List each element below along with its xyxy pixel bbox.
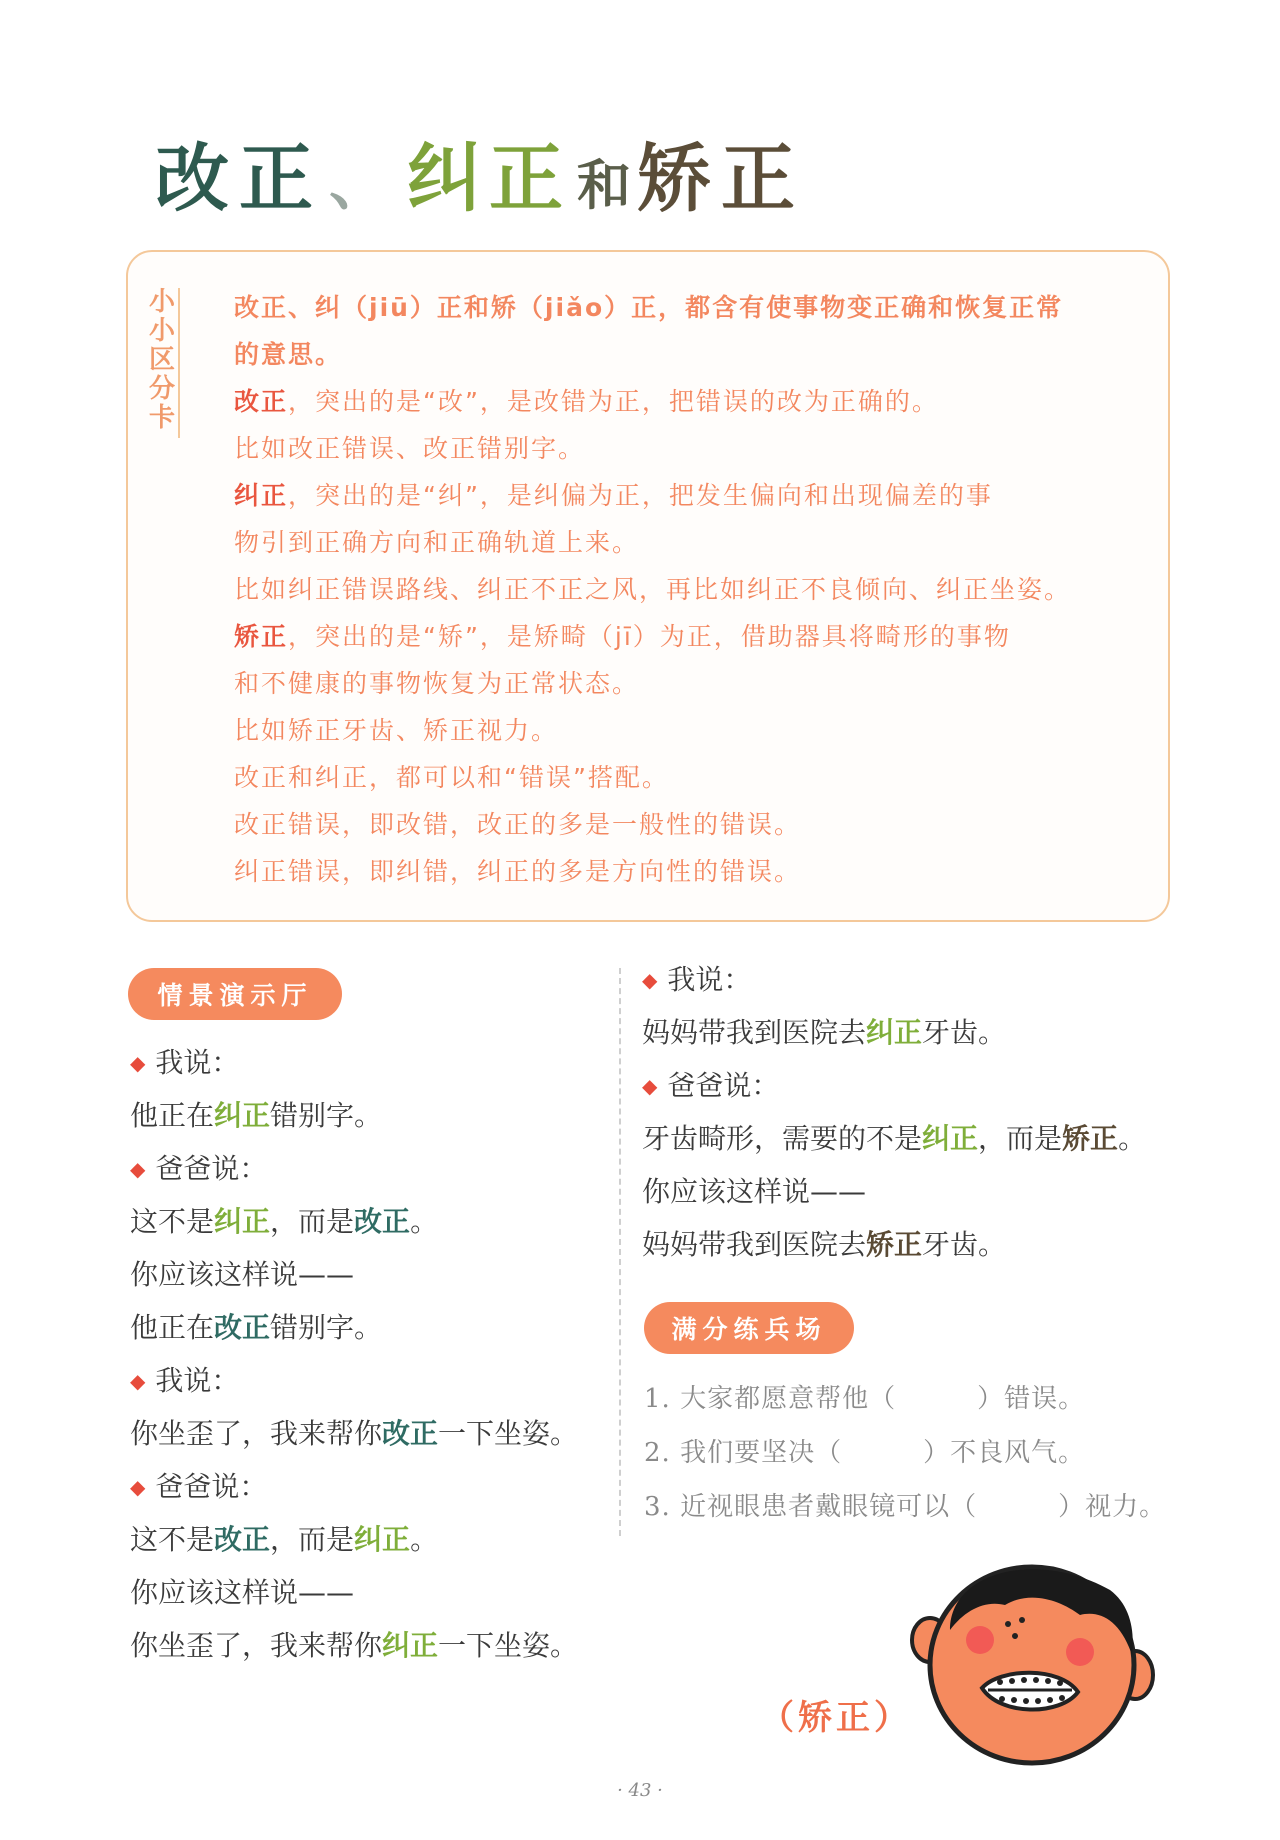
dialogue-text: 你应该这样说——	[642, 1175, 867, 1208]
dialogue-line	[642, 1112, 1202, 1165]
dialogue-line	[130, 1407, 620, 1460]
scene-right-column	[642, 953, 1202, 1271]
highlight-word: 纠正	[866, 1016, 923, 1049]
page-number: · 43 ·	[617, 1780, 663, 1801]
dialogue-line	[130, 1513, 620, 1566]
card-line-text: 比如矫正牙齿、矫正视力。	[234, 716, 559, 745]
scene-left-column	[130, 1036, 620, 1672]
dialogue-text: 。	[410, 1523, 439, 1556]
dialogue-text: 妈妈带我到医院去	[642, 1228, 867, 1261]
highlight-word: 纠正	[382, 1629, 439, 1662]
card-line	[234, 707, 1144, 754]
dialogue-text: 他正在	[130, 1311, 215, 1344]
dialogue-text: 牙齿。	[922, 1016, 1007, 1049]
card-line	[234, 660, 1144, 707]
card-line-text: 改正错误，即改错，改正的多是一般性的错误。	[234, 810, 802, 839]
card-line	[234, 378, 1144, 425]
dialogue-text: 牙齿畸形，需要的不是	[642, 1122, 923, 1155]
dialogue-line	[130, 1619, 620, 1672]
dialogue-text: 一下坐姿。	[438, 1629, 579, 1662]
card-label-char: 分	[149, 374, 176, 404]
card-line	[234, 425, 1144, 472]
practice-item: 3. 近视眼患者戴眼镜可以（ ）视力。	[644, 1492, 1167, 1522]
card-label	[150, 288, 180, 438]
title-separator: 、	[329, 149, 389, 219]
card-line-text: 比如改正错误、改正错别字。	[234, 434, 586, 463]
card-line	[234, 519, 1144, 566]
scene-section-label: 情景演示厅	[128, 968, 342, 1020]
highlight-word: 改正	[214, 1311, 271, 1344]
dialogue-text: 。	[1118, 1122, 1147, 1155]
practice-section-label: 满分练兵场	[644, 1302, 854, 1354]
highlight-word: 矫正	[866, 1228, 923, 1261]
card-line-text: 改正和纠正，都可以和“错误”搭配。	[234, 763, 669, 792]
dialogue-text: 错别字。	[270, 1311, 383, 1344]
dialogue-text: 他正在	[130, 1099, 215, 1132]
card-line-text: 纠正错误，即纠错，纠正的多是方向性的错误。	[234, 857, 802, 886]
card-line-text: ，突出的是“矫”，是矫畸（jī）为正，借助器具将畸形的事物	[288, 622, 1011, 651]
practice-item: 1. 大家都愿意帮他（ ）错误。	[644, 1384, 1086, 1414]
boy-braces-illustration	[910, 1560, 1170, 1770]
card-label-char: 区	[149, 345, 176, 375]
dialogue-text: ，而是	[270, 1523, 355, 1556]
card-line-text: ，突出的是“改”，是改错为正，把错误的改为正确的。	[288, 387, 939, 416]
page-title	[155, 120, 805, 220]
card-line	[234, 472, 1144, 519]
dialogue-text: 你应该这样说——	[130, 1576, 355, 1609]
card-keyword: 矫正	[234, 622, 289, 651]
card-body	[234, 284, 1144, 895]
dialogue-text: 一下坐姿。	[438, 1417, 579, 1450]
card-label-char: 卡	[149, 403, 176, 433]
card-line	[234, 801, 1144, 848]
dialogue-line	[130, 1248, 620, 1301]
dialogue-line	[130, 1089, 620, 1142]
card-label-char: 小	[149, 287, 176, 317]
card-label-char: 小	[149, 316, 176, 346]
practice-list	[644, 1372, 1204, 1534]
highlight-word: 纠正	[214, 1099, 271, 1132]
speaker-label: ◆ 我说：	[130, 1354, 620, 1407]
dialogue-text: ，而是	[978, 1122, 1063, 1155]
card-line-text: 改正、纠（jiū）正和矫（jiǎo）正，都含有使事物变正确和恢复正常	[234, 293, 1064, 322]
card-line	[234, 613, 1144, 660]
card-keyword: 纠正	[234, 481, 289, 510]
card-line	[234, 284, 1144, 331]
highlight-word: 纠正	[922, 1122, 979, 1155]
dialogue-line	[130, 1301, 620, 1354]
card-line-text: 的意思。	[234, 340, 343, 369]
title-jiaozheng: 矫正	[637, 136, 805, 222]
dialogue-line	[130, 1566, 620, 1619]
dialogue-text: ，而是	[270, 1205, 355, 1238]
distinction-card	[126, 250, 1170, 922]
dialogue-line	[130, 1195, 620, 1248]
title-conjunction: 和	[577, 154, 631, 217]
card-line	[234, 331, 1144, 378]
card-line-text: 比如纠正错误路线、纠正不正之风，再比如纠正不良倾向、纠正坐姿。	[234, 575, 1072, 604]
dialogue-line	[642, 1165, 1202, 1218]
highlight-word: 纠正	[214, 1205, 271, 1238]
practice-item: 2. 我们要坚决（ ）不良风气。	[644, 1438, 1086, 1468]
highlight-word: 改正	[382, 1417, 439, 1450]
dialogue-line	[642, 1218, 1202, 1271]
card-line-text: 和不健康的事物恢复为正常状态。	[234, 669, 640, 698]
dialogue-text: 这不是	[130, 1523, 215, 1556]
dialogue-text: 你坐歪了，我来帮你	[130, 1417, 383, 1450]
card-line	[234, 566, 1144, 613]
answer-text: （矫正）	[760, 1698, 912, 1738]
title-gaizheng: 改正	[155, 136, 323, 222]
speaker-label: ◆ 爸爸说：	[130, 1142, 620, 1195]
highlight-word: 纠正	[354, 1523, 411, 1556]
card-line-text: 物引到正确方向和正确轨道上来。	[234, 528, 640, 557]
dialogue-text: 。	[410, 1205, 439, 1238]
dialogue-text: 错别字。	[270, 1099, 383, 1132]
highlight-word: 改正	[214, 1523, 271, 1556]
dialogue-text: 妈妈带我到医院去	[642, 1016, 867, 1049]
highlight-word: 改正	[354, 1205, 411, 1238]
title-jiuzheng: 纠正	[407, 136, 571, 222]
dialogue-text: 牙齿。	[922, 1228, 1007, 1261]
highlight-word: 矫正	[1062, 1122, 1119, 1155]
card-keyword: 改正	[234, 387, 289, 416]
dialogue-text: 这不是	[130, 1205, 215, 1238]
dialogue-line	[642, 1006, 1202, 1059]
card-line	[234, 848, 1144, 895]
speaker-label: ◆ 爸爸说：	[642, 1059, 1202, 1112]
card-line-text: ，突出的是“纠”，是纠偏为正，把发生偏向和出现偏差的事	[288, 481, 993, 510]
speaker-label: ◆ 我说：	[130, 1036, 620, 1089]
speaker-label: ◆ 爸爸说：	[130, 1460, 620, 1513]
card-line	[234, 754, 1144, 801]
dialogue-text: 你坐歪了，我来帮你	[130, 1629, 383, 1662]
speaker-label: ◆ 我说：	[642, 953, 1202, 1006]
dialogue-text: 你应该这样说——	[130, 1258, 355, 1291]
